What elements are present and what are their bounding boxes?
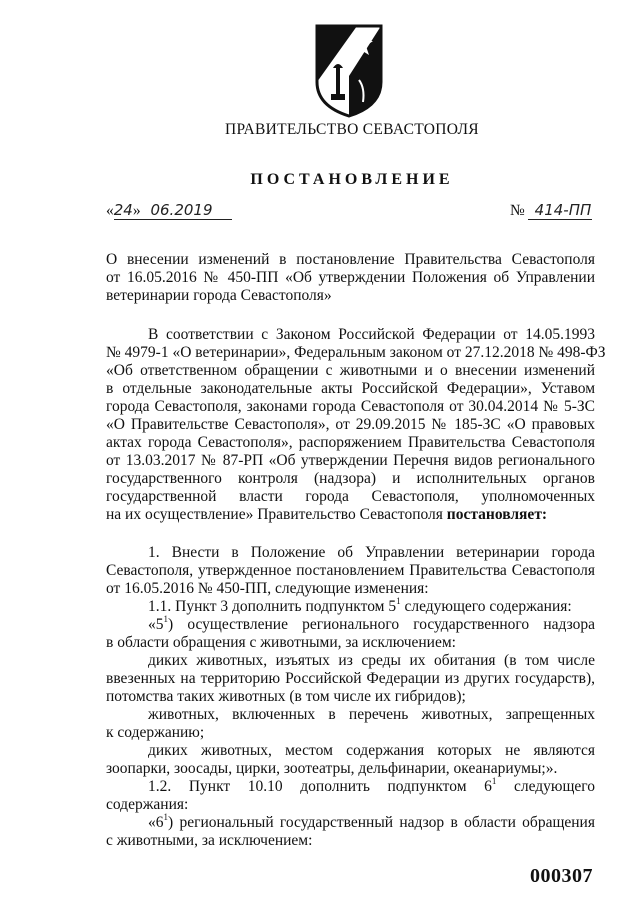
- body-line: «$6^1$) региональный государственный надзор в области обращения: [148, 812, 595, 831]
- number-underline: [528, 219, 592, 220]
- body-line: «$5^1$) осуществление регионального государственного надзора: [148, 614, 595, 633]
- preamble-line: на их осуществление» Правительство Севастополя постановляет:: [106, 506, 548, 523]
- body-line: 1. Внести в Положение об Управлении ветеринарии города: [148, 544, 595, 561]
- body-line: 1.2. Пункт 10.10 дополнить подпунктом $6^1$ следующего: [148, 776, 596, 795]
- preamble-line: государственного контроля (надзора) и исполнительных органов: [106, 470, 595, 487]
- preamble-line: «О Правительстве Севастополя», от 29.09.2015 № 185-ЗС «О правовых: [106, 416, 595, 433]
- title-line: О внесении изменений в постановление Правительства Севастополя: [106, 251, 595, 268]
- decree-word: постановляет:: [446, 506, 548, 523]
- body-line: 1.1. Пункт 3 дополнить подпунктом $5^1$ следующего содержания:: [148, 596, 572, 615]
- title-line: от 16.05.2016 № 450-ПП «Об утверждении Положения об Управлении: [106, 269, 595, 286]
- preamble-line: в отдельные законодательные акты Российской Федерации», Уставом: [106, 380, 595, 397]
- body-line: с животными, за исключением:: [106, 832, 313, 849]
- body-line: диких животных, местом содержания которых не являются: [148, 742, 595, 759]
- preamble-line: актах города Севастополя», распоряжением Правительства Севастополя: [106, 434, 595, 451]
- preamble-line: «Об ответственном обращении с животными и о внесении изменений: [106, 362, 595, 379]
- preamble-line: от 13.03.2017 № 87-РП «Об утверждении Перечня видов регионального: [106, 452, 595, 469]
- body-line: к содержанию;: [106, 724, 205, 741]
- government-name: ПРАВИТЕЛЬСТВО СЕВАСТОПОЛЯ: [225, 121, 479, 138]
- body-line: зоопарки, зоосады, цирки, зоотеатры, дельфинарии, океанариумы;».: [106, 760, 558, 777]
- preamble-line: № 4979-1 «О ветеринарии», Федеральным законом от 27.12.2018 № 498-ФЗ: [106, 344, 606, 361]
- preamble-line: государственной власти города Севастополя, уполномоченных: [106, 488, 595, 505]
- body-line: от 16.05.2016 № 450-ПП, следующие изменения:: [106, 580, 429, 597]
- preamble-line: В соответствии с Законом Российской Федерации от 14.05.1993: [148, 326, 595, 343]
- document-type: ПОСТАНОВЛЕНИЕ: [250, 171, 454, 188]
- preamble-line: города Севастополя, законами города Севастополя от 30.04.2014 № 5-ЗС: [106, 398, 595, 415]
- sevastopol-emblem: [313, 22, 385, 118]
- serial-number: 000307: [530, 865, 593, 887]
- title-line: ветеринарии города Севастополя»: [106, 287, 332, 304]
- body-line: Севастополя, утвержденное постановлением Правительства Севастополя: [106, 562, 595, 579]
- body-line: в области обращения с животными, за исключением:: [106, 634, 456, 651]
- document-date: «24» 06.2019: [106, 201, 213, 219]
- document-number: № 414-ПП: [510, 201, 592, 219]
- body-line: ввезенных на территорию Российской Федерации из других государств),: [106, 670, 595, 687]
- body-line: животных, включенных в перечень животных, запрещенных: [148, 706, 595, 723]
- body-line: содержания:: [106, 796, 189, 813]
- date-underline: [114, 219, 232, 220]
- body-line: потомства таких животных (в том числе их гибридов);: [106, 688, 466, 705]
- body-line: диких животных, изъятых из среды их обитания (в том числе: [148, 652, 595, 669]
